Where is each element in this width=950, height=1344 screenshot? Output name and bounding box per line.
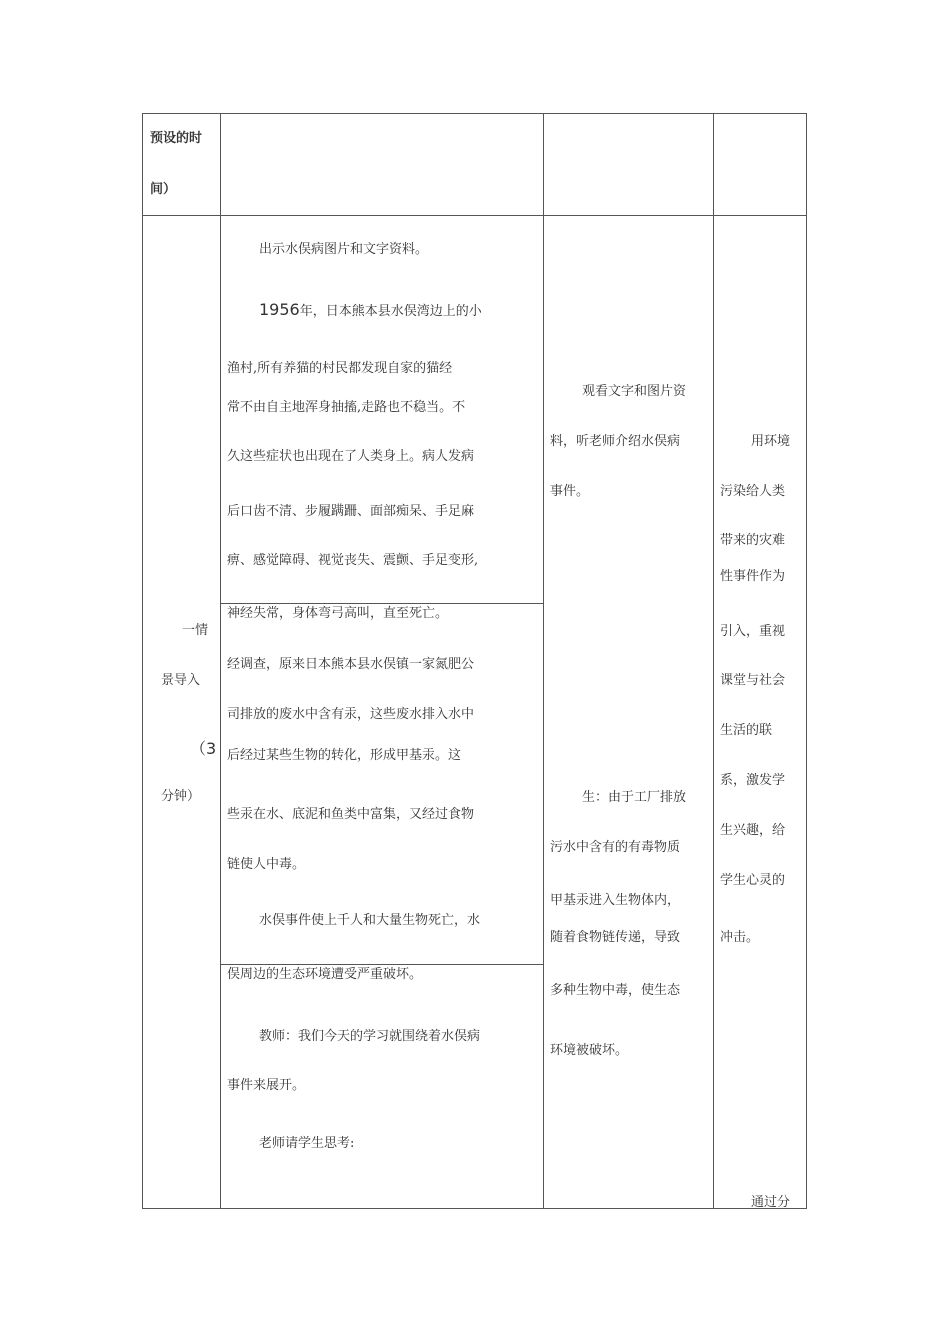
teacher-text-year: 1956: [259, 300, 300, 319]
teacher-text-line: 俣周边的生态环境遭受严重破坏。: [227, 967, 423, 982]
teacher-text-line: 老师请学生思考:: [259, 1136, 355, 1151]
teacher-text-line: 教师：我们今天的学习就围绕着水俣病: [259, 1029, 481, 1044]
teacher-text-line: 事件来展开。: [227, 1078, 306, 1093]
header-time-label-line1: 预设的时: [150, 131, 203, 146]
teacher-text-line: 常不由自主地浑身抽搐,走路也不稳当。不: [227, 400, 466, 415]
table-left-border: [142, 113, 143, 1209]
student-text-line: 生：由于工厂排放: [582, 790, 687, 805]
intent-text-line: 学生心灵的: [720, 873, 786, 888]
intent-text-line: 通过分: [751, 1195, 791, 1210]
column-divider-2: [543, 113, 544, 1209]
teacher-text-line: 经调查，原来日本熊本县水俣镇一家氮肥公: [227, 657, 475, 672]
student-text-line: 观看文字和图片资: [582, 384, 687, 399]
student-text-line: 料，听老师介绍水俣病: [550, 434, 681, 449]
intent-text-line: 引入，重视: [720, 624, 786, 639]
teacher-text-line: 水俣事件使上千人和大量生物死亡，水: [259, 913, 481, 928]
teacher-text-line: 些汞在水、底泥和鱼类中富集，又经过食物: [227, 807, 475, 822]
stage-duration-line2: 分钟）: [161, 789, 201, 804]
header-row-border: [142, 215, 807, 216]
teacher-text-line: 久这些症状也出现在了人类身上。病人发病: [227, 449, 475, 464]
teacher-text-line: 痹、感觉障碍、视觉丧失、震颤、手足变形,: [227, 553, 479, 568]
intent-text-line: 带来的灾难: [720, 533, 786, 548]
teacher-text-line: [259, 301, 482, 320]
column-divider-3: [713, 113, 714, 1209]
teacher-text-line: 出示水俣病图片和文字资料。: [259, 242, 429, 257]
teacher-text-line: 司排放的废水中含有汞，这些废水排入水中: [227, 707, 475, 722]
intent-text-line: 生活的联: [720, 723, 773, 738]
teacher-cell-divider-1: [220, 603, 544, 604]
intent-text-line: 系，激发学: [720, 773, 786, 788]
student-text-line: 环境被破坏。: [550, 1043, 629, 1058]
intent-text-line: 污染给人类: [720, 484, 786, 499]
student-text-line: 甲基汞进入生物体内，: [550, 893, 681, 908]
student-text-line: 随着食物链传递，导致: [550, 930, 681, 945]
teacher-text-line: 神经失常，身体弯弓高叫，直至死亡。: [227, 606, 449, 621]
teacher-text-line: 渔村,所有养猫的村民都发现自家的猫经: [227, 361, 453, 376]
column-divider-1: [220, 113, 221, 1209]
teacher-cell-divider-2: [220, 964, 544, 965]
teacher-text-line: 链使人中毒。: [227, 857, 306, 872]
header-time-label-line2: 间）: [150, 182, 177, 197]
table-bottom-border: [142, 1208, 807, 1209]
table-right-border: [806, 113, 807, 1209]
student-text-line: 多种生物中毒，使生态: [550, 983, 681, 998]
stage-label-line1: 一情: [182, 623, 209, 638]
intent-text-line: 生兴趣，给: [720, 823, 786, 838]
student-text-line: 事件。: [550, 484, 590, 499]
teacher-text-segment: 年，日本熊本县水俣湾边上的小: [299, 304, 482, 319]
intent-text-line: 性事件作为: [720, 569, 786, 584]
teacher-text-line: 后口齿不清、步履蹒跚、面部痴呆、手足麻: [227, 504, 475, 519]
teacher-text-line: 后经过某些生物的转化，形成甲基汞。这: [227, 748, 462, 763]
intent-text-line: 课堂与社会: [720, 673, 786, 688]
intent-text-line: 冲击。: [720, 930, 760, 945]
table-top-border: [142, 113, 807, 114]
stage-label-line2: 景导入: [161, 673, 201, 688]
stage-duration-line1: （3: [190, 739, 217, 758]
student-text-line: 污水中含有的有毒物质: [550, 840, 681, 855]
intent-text-line: 用环境: [751, 434, 791, 449]
